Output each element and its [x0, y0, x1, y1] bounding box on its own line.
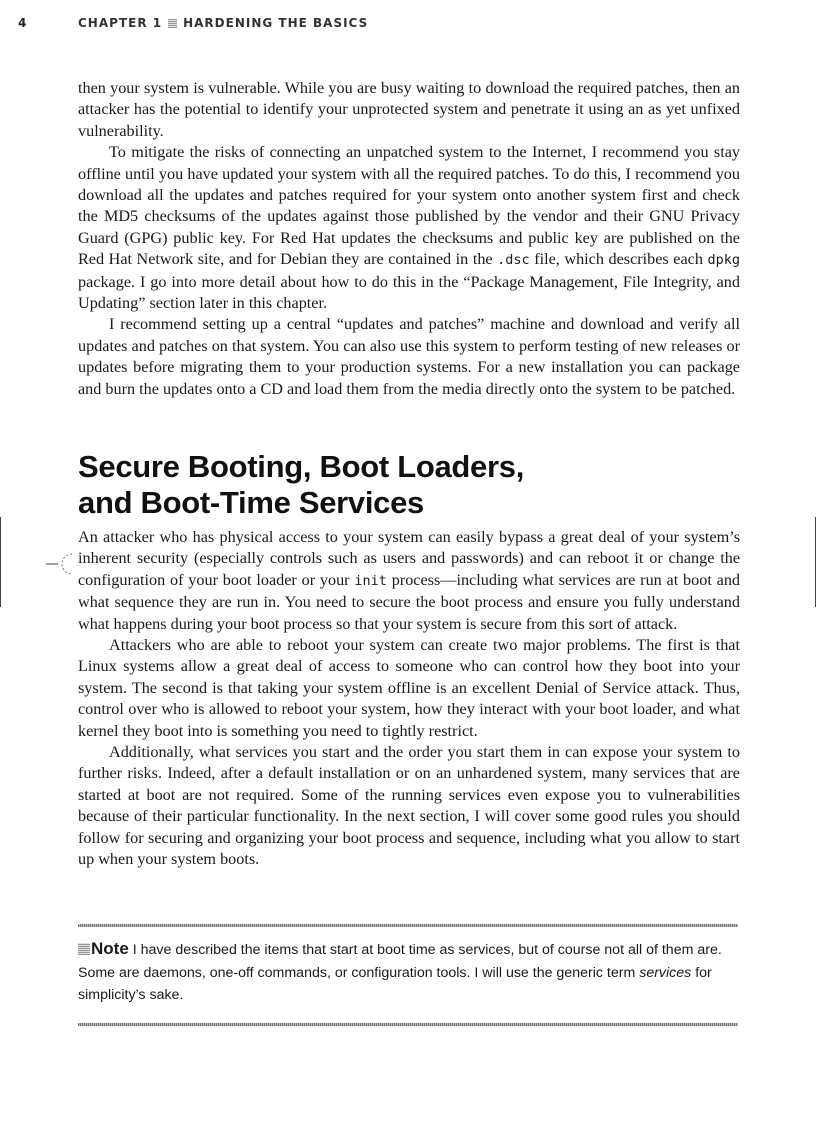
section-heading-line: Secure Booting, Boot Loaders, — [78, 449, 525, 484]
chapter-label: CHAPTER 1 — [78, 16, 163, 30]
paragraph: then your system is vulnerable. While you are busy waiting to download the required patches, then an attacker has the potential to identify your unprotected system and penetrate it using an as yet unfixed vulnerability. — [78, 79, 740, 140]
paragraph: Additionally, what services you start and the order you start them in can expose your system to further risks. Indeed, after a default installation or on an unhardened system, many services that are started at boot are not required. Some of the running services even expose you to vulnerabilities because of their particular functionality. In the next section, I will cover some good rules you should follow for securing and organizing your boot process and sequence, including what you allow to start up when your system boots. — [78, 743, 740, 869]
paragraph: An attacker who has physical access to your system can easily bypass a great deal of your system’s inherent security (especially controls such as users and passwords) and can reboot it or change the configuration of your boot loader or your init process—including what services are run at boot and what sequence they are run in. You need to secure the boot process and ensure you fully understand what happens during your boot process so that your system is secure from this sort of attack. — [78, 528, 741, 633]
paragraph: Attackers who are able to reboot your system can create two major problems. The first is that Linux systems allow a great deal of access to someone who can control how they boot into your system. The second is that taking your system offline is an excellent Denial of Service attack. Thus, control over who is allowed to reboot your system, how they interact with your boot loader, and what kernel they boot into is something you need to tightly restrict. — [78, 636, 740, 740]
paragraph: To mitigate the risks of connecting an unpatched system to the Internet, I recommend you stay offline until you have updated your system with all the required patches. To do this, I recommend you download all the updates and patches required for your system onto another system first and check the MD5 checksums of the updates against those published by the vendor and their GNU Privacy Guard (GPG) public key. For Red Hat updates the checksums and public key are published on the Red Hat Network site, and for Debian they are contained in the .dsc file, which describes each dpkg package. I go into more detail about how to do this in the “Package Management, File Integrity, and Updating” section later in this chapter. — [78, 143, 740, 313]
chapter-title: HARDENING THE BASICS — [183, 16, 369, 30]
running-head — [78, 16, 368, 30]
inline-code: .dsc — [497, 252, 530, 269]
note-emphasis: services — [639, 964, 692, 981]
note-label: Note — [91, 939, 129, 958]
note-bottom-rule — [78, 1023, 738, 1026]
note-box: Note I have described the items that start at boot time as services, but of course not all of them are. Some are daemons, one-off commands, or configuration tools. I will use the generic term services for simplicity’s sake. — [78, 939, 722, 1003]
registration-mark-icon — [46, 551, 78, 577]
paragraph: I recommend setting up a central “updates and patches” machine and download and verify all updates and patches on that system. You can also use this system to perform testing of new releases or updates before migrating them to your production systems. For a new installation you can package and burn the updates onto a CD and load them from the media directly onto the system to be patched. — [78, 315, 740, 398]
inline-code: init — [354, 572, 387, 589]
intro-text — [78, 78, 740, 400]
inline-code: dpkg — [707, 252, 740, 269]
page-number: 4 — [18, 16, 27, 30]
note-marker-icon — [78, 943, 90, 955]
margin-mark-left — [0, 517, 1, 607]
square-separator-icon — [168, 19, 177, 28]
section-heading — [78, 449, 738, 521]
section-heading-line: and Boot-Time Services — [78, 485, 424, 520]
note-top-rule — [78, 924, 738, 927]
section-text — [78, 527, 740, 871]
